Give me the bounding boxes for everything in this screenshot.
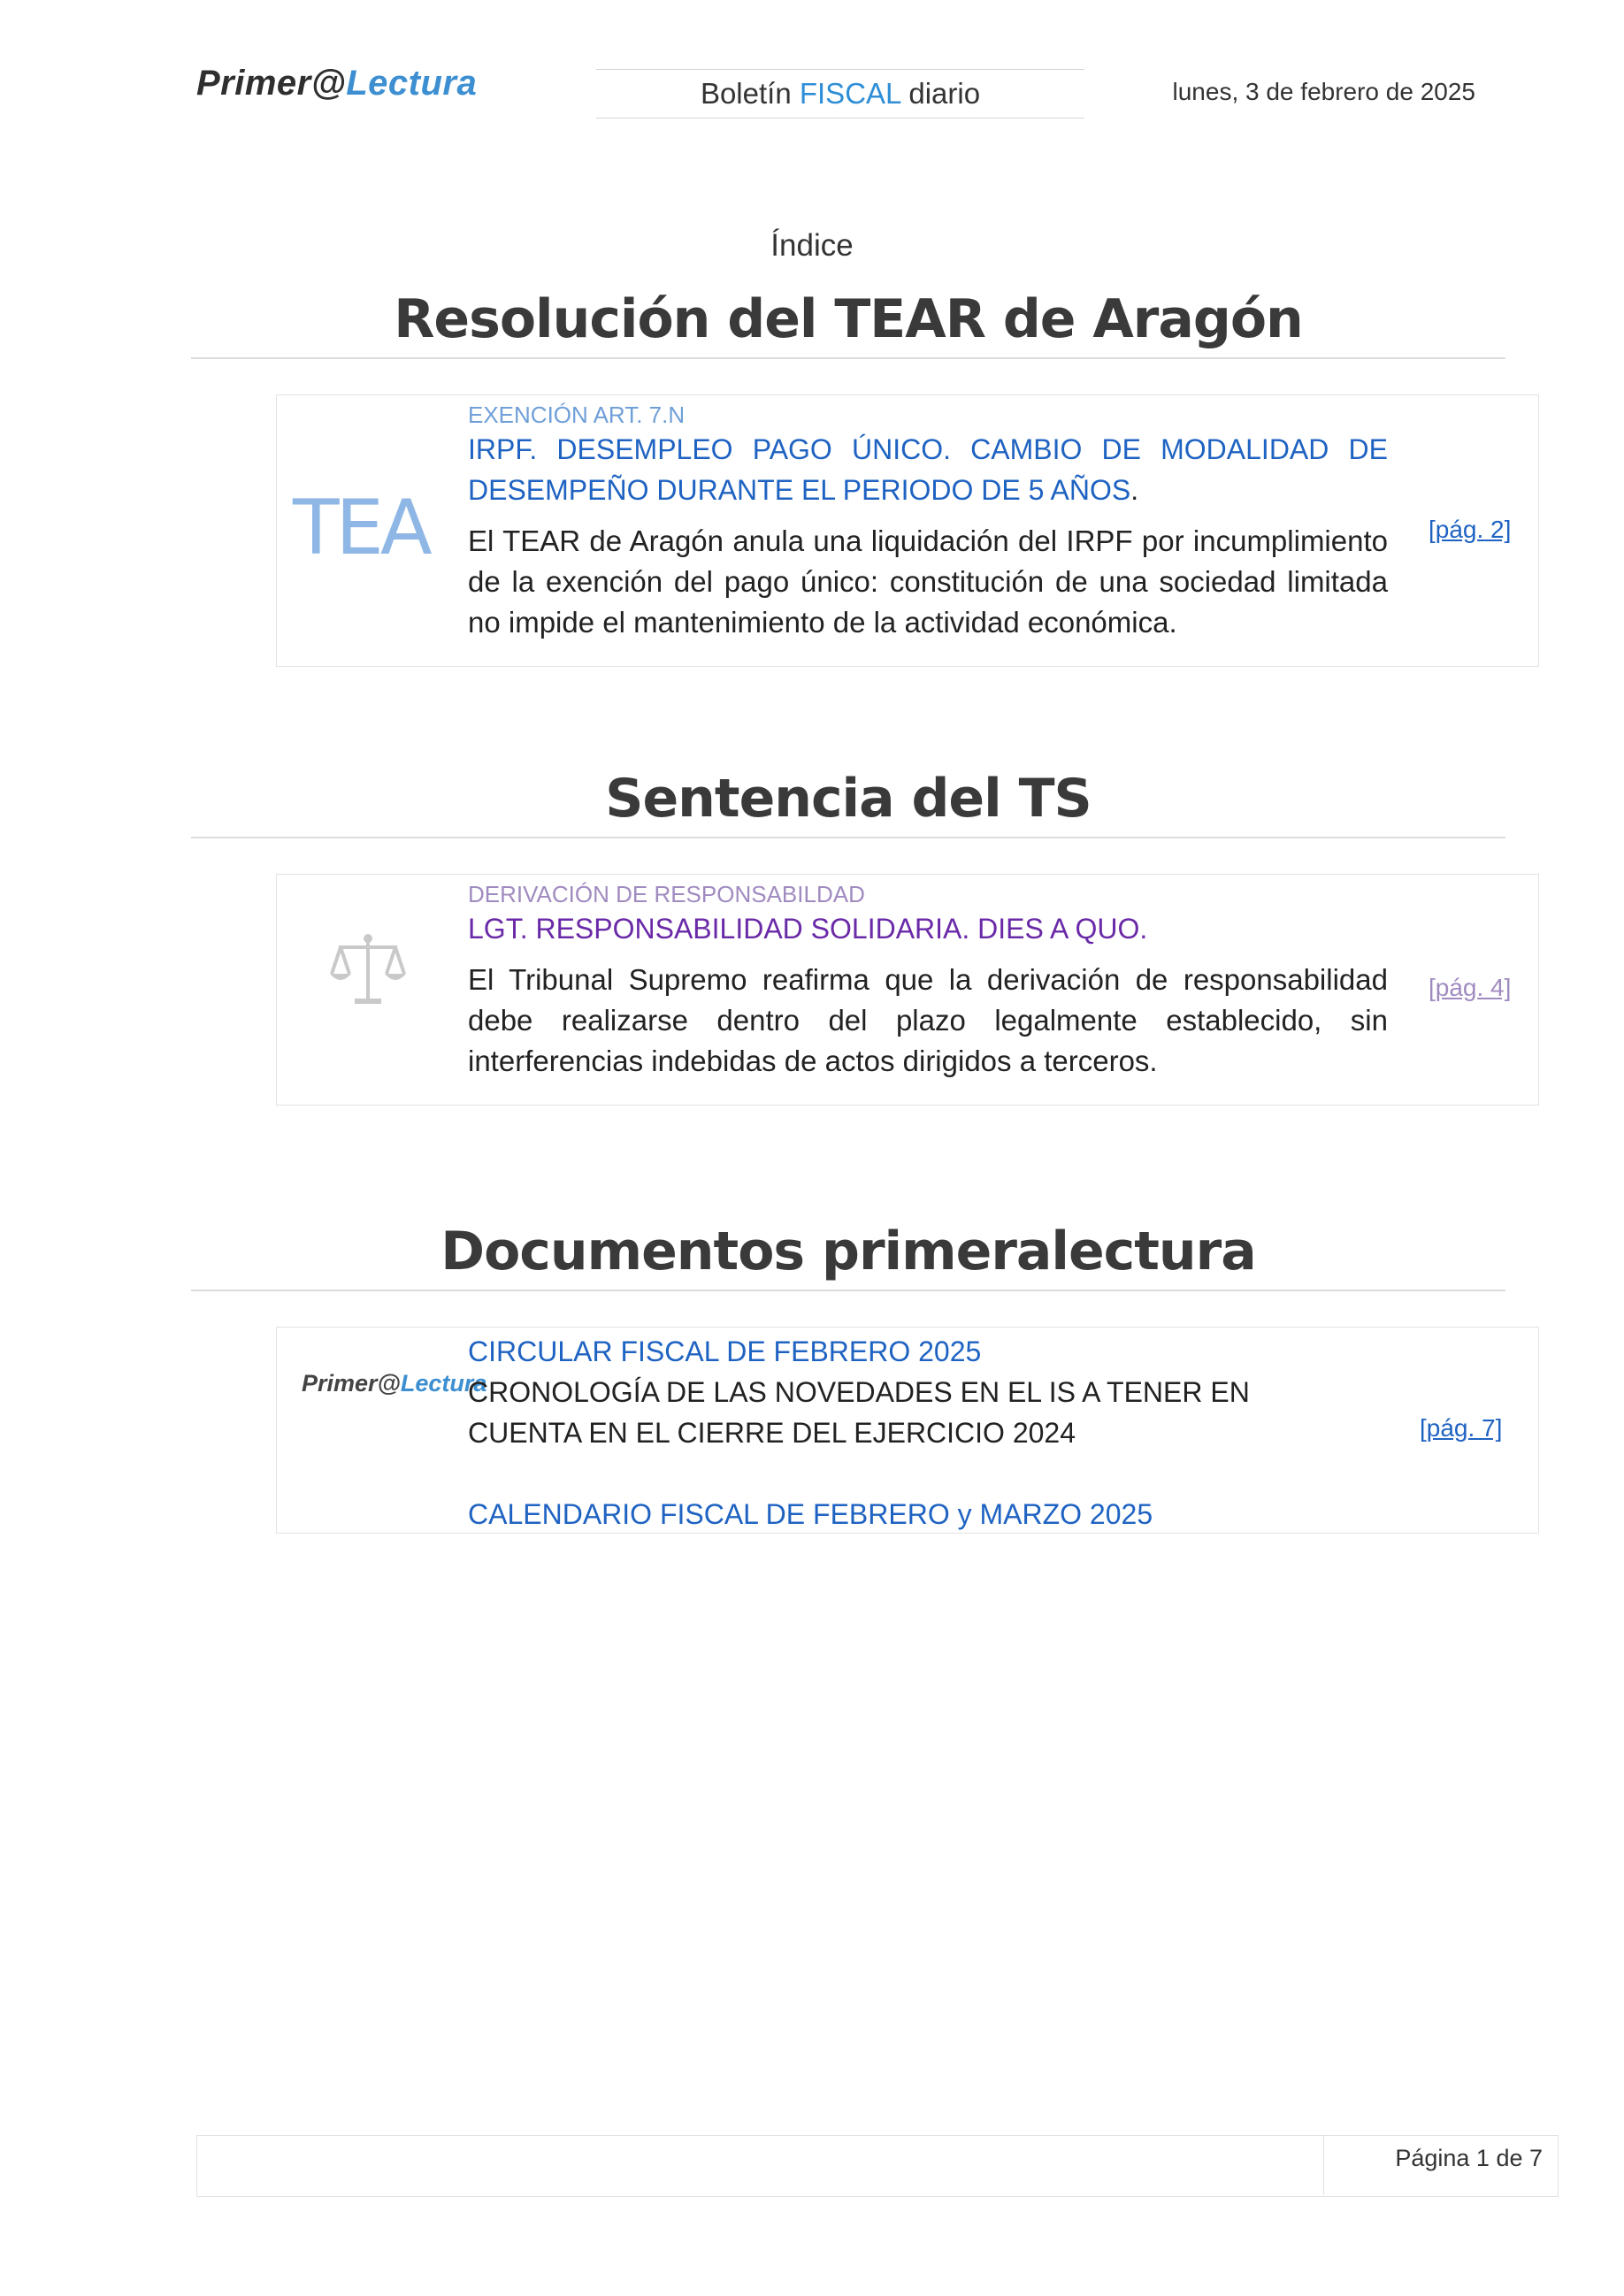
card-description: El Tribunal Supremo reafirma que la derivación de responsabilidad debe realizarse dentro del plazo legalmente establecido, sin interferencias indebidas de actos dirigidos a terceros. — [468, 963, 1388, 1077]
section-divider — [191, 357, 1505, 359]
bulletin-title: Boletín FISCAL diario — [596, 69, 1084, 119]
card-tear — [276, 394, 1539, 667]
card-ts — [276, 874, 1539, 1106]
header-date: lunes, 3 de febrero de 2025 — [1172, 78, 1475, 105]
primeralectura-small-logo: Primer@Lectura — [302, 1370, 487, 1397]
card-description: El TEAR de Aragón anula una liquidación del IRPF por incumplimiento de la exención del pago único: constitución de una sociedad limitada no impide el mantenimiento de la actividad económica. — [468, 524, 1388, 639]
doc-item-calendario[interactable]: CALENDARIO FISCAL DE FEBRERO y MARZO 2025 — [468, 1498, 1153, 1530]
section-title-tear: Resolución del TEAR de Aragón — [394, 288, 1303, 350]
footer-separator — [1323, 2135, 1324, 2195]
section-divider — [191, 837, 1505, 838]
card-body — [468, 1331, 1361, 1534]
section-title-ts: Sentencia del TS — [605, 768, 1092, 830]
card-body — [468, 880, 1388, 1082]
card-category: DERIVACIÓN DE RESPONSABILDAD — [468, 881, 865, 907]
index-label: Índice — [770, 228, 854, 263]
section-divider — [191, 1290, 1505, 1291]
doc-item-circular[interactable]: CIRCULAR FISCAL DE FEBRERO 2025 — [468, 1336, 982, 1367]
card-category: EXENCIÓN ART. 7.N — [468, 402, 686, 428]
card-topic[interactable]: IRPF. DESEMPLEO PAGO ÚNICO. CAMBIO DE MODALIDAD DE DESEMPEÑO DURANTE EL PERIODO DE 5 AÑOS. — [468, 433, 1388, 506]
tea-logo-icon: TEA — [293, 484, 429, 572]
scales-icon — [328, 930, 408, 1014]
page-number: Página 1 de 7 — [1395, 2145, 1543, 2171]
footer-box — [196, 2135, 1559, 2197]
page-link[interactable]: [pág. 7] — [1420, 1414, 1503, 1442]
section-title-documentos: Documentos primeralectura — [440, 1221, 1256, 1282]
doc-item-cronologia[interactable]: CRONOLOGÍA DE LAS NOVEDADES EN EL IS A TENER EN CUENTA EN EL CIERRE DEL EJERCICIO 2024 — [468, 1376, 1250, 1449]
page-link[interactable]: [pág. 4] — [1429, 974, 1512, 1001]
card-topic[interactable]: LGT. RESPONSABILIDAD SOLIDARIA. DIES A QUO. — [468, 913, 1148, 945]
primeralectura-logo: Primer@Lectura — [196, 64, 478, 103]
card-documentos — [276, 1327, 1539, 1534]
card-body — [468, 401, 1388, 643]
page-link[interactable]: [pág. 2] — [1429, 516, 1512, 543]
